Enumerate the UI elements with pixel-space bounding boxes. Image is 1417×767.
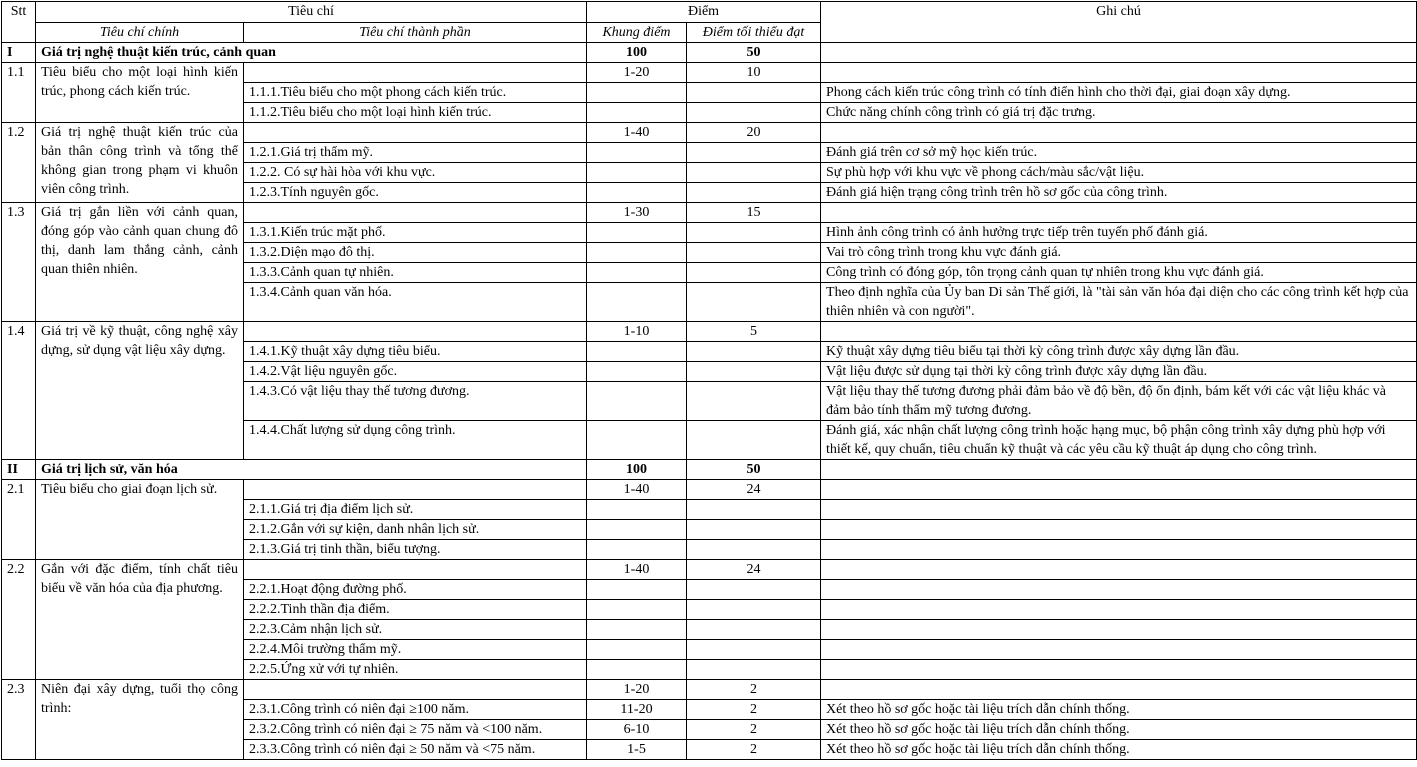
sub-criterion: 2.1.2.Gắn với sự kiện, danh nhân lịch sử. bbox=[244, 520, 587, 540]
sub-khung-diem bbox=[587, 342, 687, 362]
sub-ghi-chu bbox=[821, 660, 1417, 680]
sub-criterion: 1.4.3.Có vật liệu thay thế tương đương. bbox=[244, 382, 587, 421]
group-diem-toi-thieu: 2 bbox=[687, 680, 821, 700]
section-title: Giá trị nghệ thuật kiến trúc, cảnh quan bbox=[36, 43, 587, 63]
sub-khung-diem: 6-10 bbox=[587, 720, 687, 740]
sub-ghi-chu: Hình ảnh công trình có ảnh hưởng trực tiếp trên tuyến phố đánh giá. bbox=[821, 223, 1417, 243]
sub-khung-diem bbox=[587, 540, 687, 560]
sub-ghi-chu: Đánh giá hiện trạng công trình trên hồ sơ gốc của công trình. bbox=[821, 183, 1417, 203]
group-khung-diem: 1-10 bbox=[587, 322, 687, 342]
sub-khung-diem: 1-5 bbox=[587, 740, 687, 760]
sub-khung-diem bbox=[587, 382, 687, 421]
sub-criterion: 1.3.3.Cảnh quan tự nhiên. bbox=[244, 263, 587, 283]
section-stt: II bbox=[2, 460, 36, 480]
sub-diem-toi-thieu bbox=[687, 223, 821, 243]
sub-ghi-chu: Sự phù hợp với khu vực về phong cách/màu sắc/vật liệu. bbox=[821, 163, 1417, 183]
header-ghi-chu: Ghi chú bbox=[821, 2, 1417, 43]
sub-khung-diem: 11-20 bbox=[587, 700, 687, 720]
sub-ghi-chu: Xét theo hồ sơ gốc hoặc tài liệu trích dẫn chính thống. bbox=[821, 720, 1417, 740]
criteria-table bbox=[1, 1, 1417, 760]
section-ghi-chu bbox=[821, 460, 1417, 480]
sub-diem-toi-thieu bbox=[687, 382, 821, 421]
group-main-criterion: Gắn với đặc điểm, tính chất tiêu biểu về văn hóa của địa phương. bbox=[36, 560, 244, 680]
sub-khung-diem bbox=[587, 660, 687, 680]
sub-khung-diem bbox=[587, 223, 687, 243]
sub-ghi-chu: Đánh giá trên cơ sở mỹ học kiến trúc. bbox=[821, 143, 1417, 163]
sub-criterion: 2.1.3.Giá trị tinh thần, biểu tượng. bbox=[244, 540, 587, 560]
group-khung-diem: 1-20 bbox=[587, 680, 687, 700]
sub-criterion: 1.3.2.Diện mạo đô thị. bbox=[244, 243, 587, 263]
criteria-group-row bbox=[2, 560, 1417, 580]
sub-ghi-chu: Vai trò công trình trong khu vực đánh giá. bbox=[821, 243, 1417, 263]
sub-ghi-chu: Vật liệu được sử dụng tại thời kỳ công trình được xây dựng lần đầu. bbox=[821, 362, 1417, 382]
section-diem-toi-thieu: 50 bbox=[687, 460, 821, 480]
sub-diem-toi-thieu bbox=[687, 660, 821, 680]
sub-criterion: 2.2.3.Cảm nhận lịch sử. bbox=[244, 620, 587, 640]
header-stt: Stt bbox=[2, 2, 36, 43]
sub-khung-diem bbox=[587, 183, 687, 203]
sub-ghi-chu: Xét theo hồ sơ gốc hoặc tài liệu trích dẫn chính thống. bbox=[821, 700, 1417, 720]
group-ghi-chu bbox=[821, 480, 1417, 500]
group-diem-toi-thieu: 24 bbox=[687, 480, 821, 500]
group-main-criterion: Tiêu biểu cho một loại hình kiến trúc, phong cách kiến trúc. bbox=[36, 63, 244, 123]
group-khung-diem: 1-30 bbox=[587, 203, 687, 223]
group-ghi-chu bbox=[821, 322, 1417, 342]
sub-criterion: 1.3.4.Cảnh quan văn hóa. bbox=[244, 283, 587, 322]
criteria-group-row bbox=[2, 680, 1417, 700]
sub-khung-diem bbox=[587, 263, 687, 283]
group-diem-toi-thieu: 20 bbox=[687, 123, 821, 143]
group-sub-criterion bbox=[244, 322, 587, 342]
sub-khung-diem bbox=[587, 421, 687, 460]
sub-khung-diem bbox=[587, 163, 687, 183]
sub-diem-toi-thieu bbox=[687, 600, 821, 620]
header-diem: Điểm bbox=[587, 2, 821, 23]
group-main-criterion: Tiêu biểu cho giai đoạn lịch sử. bbox=[36, 480, 244, 560]
sub-diem-toi-thieu bbox=[687, 183, 821, 203]
group-stt: 2.2 bbox=[2, 560, 36, 680]
group-main-criterion: Giá trị gắn liền với cảnh quan, đóng góp vào cảnh quan chung đô thị, danh lam thắng cảnh, cảnh quan thiên nhiên. bbox=[36, 203, 244, 322]
header-tieu-chi-thanh-phan: Tiêu chí thành phần bbox=[244, 23, 587, 43]
sub-diem-toi-thieu bbox=[687, 342, 821, 362]
sub-ghi-chu bbox=[821, 620, 1417, 640]
header-diem-toi-thieu: Điểm tối thiểu đạt bbox=[687, 23, 821, 43]
sub-criterion: 2.2.1.Hoạt động đường phố. bbox=[244, 580, 587, 600]
group-khung-diem: 1-40 bbox=[587, 480, 687, 500]
group-stt: 1.1 bbox=[2, 63, 36, 123]
sub-criterion: 1.1.2.Tiêu biểu cho một loại hình kiến trúc. bbox=[244, 103, 587, 123]
sub-diem-toi-thieu bbox=[687, 163, 821, 183]
group-stt: 2.1 bbox=[2, 480, 36, 560]
sub-criterion: 2.2.5.Ứng xử với tự nhiên. bbox=[244, 660, 587, 680]
section-diem-toi-thieu: 50 bbox=[687, 43, 821, 63]
sub-diem-toi-thieu bbox=[687, 83, 821, 103]
sub-diem-toi-thieu: 2 bbox=[687, 700, 821, 720]
section-ghi-chu bbox=[821, 43, 1417, 63]
group-main-criterion: Niên đại xây dựng, tuổi thọ công trình: bbox=[36, 680, 244, 760]
group-diem-toi-thieu: 10 bbox=[687, 63, 821, 83]
sub-ghi-chu bbox=[821, 500, 1417, 520]
sub-criterion: 2.2.4.Môi trường thẩm mỹ. bbox=[244, 640, 587, 660]
sub-ghi-chu: Phong cách kiến trúc công trình có tính điển hình cho thời đại, giai đoạn xây dựng. bbox=[821, 83, 1417, 103]
criteria-group-row bbox=[2, 322, 1417, 342]
sub-criterion: 1.2.3.Tính nguyên gốc. bbox=[244, 183, 587, 203]
sub-criterion: 2.1.1.Giá trị địa điểm lịch sử. bbox=[244, 500, 587, 520]
header-tieu-chi-chinh: Tiêu chí chính bbox=[36, 23, 244, 43]
group-diem-toi-thieu: 15 bbox=[687, 203, 821, 223]
group-khung-diem: 1-40 bbox=[587, 123, 687, 143]
sub-diem-toi-thieu bbox=[687, 640, 821, 660]
sub-khung-diem bbox=[587, 143, 687, 163]
group-sub-criterion bbox=[244, 560, 587, 580]
sub-ghi-chu: Chức năng chính công trình có giá trị đặc trưng. bbox=[821, 103, 1417, 123]
group-ghi-chu bbox=[821, 123, 1417, 143]
sub-ghi-chu: Vật liệu thay thế tương đương phải đảm bảo về độ bền, độ ổn định, bám kết với các vật liệu khác và đảm bảo tính thẩm mỹ tương đương. bbox=[821, 382, 1417, 421]
group-stt: 1.3 bbox=[2, 203, 36, 322]
sub-ghi-chu: Xét theo hồ sơ gốc hoặc tài liệu trích dẫn chính thống. bbox=[821, 740, 1417, 760]
sub-khung-diem bbox=[587, 500, 687, 520]
criteria-group-row bbox=[2, 203, 1417, 223]
group-ghi-chu bbox=[821, 560, 1417, 580]
group-khung-diem: 1-40 bbox=[587, 560, 687, 580]
group-main-criterion: Giá trị nghệ thuật kiến trúc của bản thân công trình và tổng thể không gian trong phạm vi khuôn viên công trình. bbox=[36, 123, 244, 203]
sub-diem-toi-thieu bbox=[687, 421, 821, 460]
sub-ghi-chu bbox=[821, 580, 1417, 600]
sub-diem-toi-thieu bbox=[687, 263, 821, 283]
section-row bbox=[2, 43, 1417, 63]
section-khung-diem: 100 bbox=[587, 43, 687, 63]
sub-criterion: 2.2.2.Tinh thần địa điểm. bbox=[244, 600, 587, 620]
table-body bbox=[2, 43, 1417, 760]
sub-criterion: 2.3.1.Công trình có niên đại ≥100 năm. bbox=[244, 700, 587, 720]
sub-diem-toi-thieu bbox=[687, 620, 821, 640]
criteria-group-row bbox=[2, 123, 1417, 143]
sub-criterion: 2.3.2.Công trình có niên đại ≥ 75 năm và <100 năm. bbox=[244, 720, 587, 740]
criteria-group-row bbox=[2, 480, 1417, 500]
sub-ghi-chu: Đánh giá, xác nhận chất lượng công trình hoặc hạng mục, bộ phận công trình xây dựng phù hợp với thiết kế, quy chuẩn, tiêu chuẩn kỹ thuật và các yêu cầu kỹ thuật áp dụng cho công trình. bbox=[821, 421, 1417, 460]
sub-criterion: 2.3.3.Công trình có niên đại ≥ 50 năm và <75 năm. bbox=[244, 740, 587, 760]
sub-criterion: 1.2.1.Giá trị thẩm mỹ. bbox=[244, 143, 587, 163]
sub-criterion: 1.4.2.Vật liệu nguyên gốc. bbox=[244, 362, 587, 382]
sub-diem-toi-thieu bbox=[687, 520, 821, 540]
sub-diem-toi-thieu bbox=[687, 103, 821, 123]
sub-khung-diem bbox=[587, 362, 687, 382]
section-stt: I bbox=[2, 43, 36, 63]
sub-ghi-chu bbox=[821, 640, 1417, 660]
sub-ghi-chu bbox=[821, 600, 1417, 620]
group-diem-toi-thieu: 5 bbox=[687, 322, 821, 342]
sub-diem-toi-thieu: 2 bbox=[687, 720, 821, 740]
header-khung-diem: Khung điểm bbox=[587, 23, 687, 43]
group-sub-criterion bbox=[244, 680, 587, 700]
group-sub-criterion bbox=[244, 203, 587, 223]
sub-khung-diem bbox=[587, 580, 687, 600]
sub-diem-toi-thieu bbox=[687, 362, 821, 382]
sub-diem-toi-thieu bbox=[687, 283, 821, 322]
sub-khung-diem bbox=[587, 520, 687, 540]
sub-khung-diem bbox=[587, 83, 687, 103]
criteria-group-row bbox=[2, 63, 1417, 83]
sub-khung-diem bbox=[587, 600, 687, 620]
group-stt: 1.4 bbox=[2, 322, 36, 460]
group-diem-toi-thieu: 24 bbox=[687, 560, 821, 580]
sub-diem-toi-thieu: 2 bbox=[687, 740, 821, 760]
section-row bbox=[2, 460, 1417, 480]
sub-diem-toi-thieu bbox=[687, 540, 821, 560]
group-stt: 2.3 bbox=[2, 680, 36, 760]
sub-ghi-chu: Công trình có đóng góp, tôn trọng cảnh quan tự nhiên trong khu vực đánh giá. bbox=[821, 263, 1417, 283]
section-title: Giá trị lịch sử, văn hóa bbox=[36, 460, 587, 480]
sub-criterion: 1.4.1.Kỹ thuật xây dựng tiêu biểu. bbox=[244, 342, 587, 362]
sub-ghi-chu bbox=[821, 520, 1417, 540]
sub-diem-toi-thieu bbox=[687, 580, 821, 600]
sub-diem-toi-thieu bbox=[687, 143, 821, 163]
group-ghi-chu bbox=[821, 63, 1417, 83]
sub-khung-diem bbox=[587, 620, 687, 640]
sub-khung-diem bbox=[587, 283, 687, 322]
table-header bbox=[2, 2, 1417, 43]
sub-ghi-chu: Theo định nghĩa của Ủy ban Di sản Thế giới, là "tài sản văn hóa đại diện cho các công trình kết hợp của thiên nhiên và con người". bbox=[821, 283, 1417, 322]
group-main-criterion: Giá trị về kỹ thuật, công nghệ xây dựng, sử dụng vật liệu xây dựng. bbox=[36, 322, 244, 460]
section-khung-diem: 100 bbox=[587, 460, 687, 480]
sub-khung-diem bbox=[587, 640, 687, 660]
group-khung-diem: 1-20 bbox=[587, 63, 687, 83]
sub-diem-toi-thieu bbox=[687, 500, 821, 520]
sub-diem-toi-thieu bbox=[687, 243, 821, 263]
sub-criterion: 1.1.1.Tiêu biểu cho một phong cách kiến trúc. bbox=[244, 83, 587, 103]
group-ghi-chu bbox=[821, 680, 1417, 700]
header-tieu-chi: Tiêu chí bbox=[36, 2, 587, 23]
group-sub-criterion bbox=[244, 63, 587, 83]
sub-ghi-chu bbox=[821, 540, 1417, 560]
sub-ghi-chu: Kỹ thuật xây dựng tiêu biểu tại thời kỳ công trình được xây dựng lần đầu. bbox=[821, 342, 1417, 362]
sub-criterion: 1.3.1.Kiến trúc mặt phố. bbox=[244, 223, 587, 243]
group-ghi-chu bbox=[821, 203, 1417, 223]
group-sub-criterion bbox=[244, 480, 587, 500]
sub-khung-diem bbox=[587, 243, 687, 263]
group-sub-criterion bbox=[244, 123, 587, 143]
sub-khung-diem bbox=[587, 103, 687, 123]
sub-criterion: 1.4.4.Chất lượng sử dụng công trình. bbox=[244, 421, 587, 460]
sub-criterion: 1.2.2. Có sự hài hòa với khu vực. bbox=[244, 163, 587, 183]
group-stt: 1.2 bbox=[2, 123, 36, 203]
